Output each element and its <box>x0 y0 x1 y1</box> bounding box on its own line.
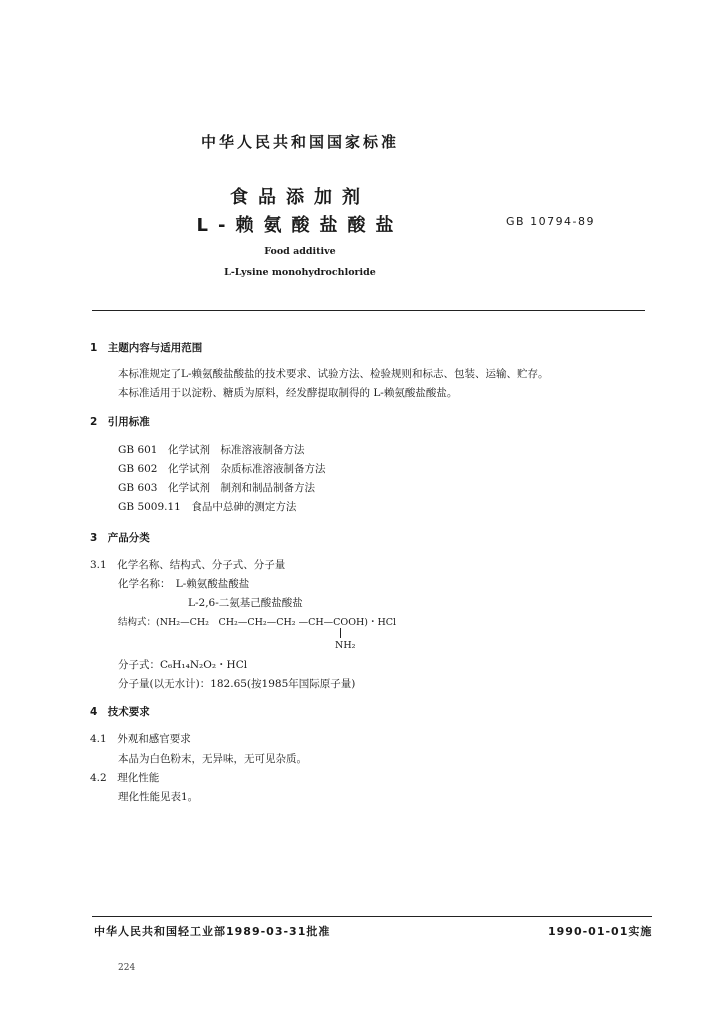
reference-item: GB 601 化学试剂 标准溶液制备方法 <box>118 444 305 456</box>
approval-line: 中华人民共和国轻工业部1989-03-31批准 <box>94 925 331 938</box>
section-1-heading: 1 主题内容与适用范围 <box>90 342 203 354</box>
header-divider <box>92 310 645 311</box>
formula-bond-line <box>340 628 341 638</box>
section-1-paragraph-1: 本标准规定了L-赖氨酸盐酸盐的技术要求、试验方法、检验规则和标志、包装、运输、贮存。 <box>118 368 549 380</box>
english-title-2: L-Lysine monohydrochloride <box>224 267 376 278</box>
section-1-paragraph-2: 本标准适用于以淀粉、糖质为原料，经发酵提取制得的 L-赖氨酸盐酸盐。 <box>118 387 458 399</box>
chemical-name-alt: L-2,6-二氨基己酸盐酸盐 <box>188 597 303 609</box>
page-number: 224 <box>118 963 136 973</box>
subsection-4-2-heading: 4.2 理化性能 <box>90 772 160 784</box>
footer-divider <box>92 916 652 917</box>
structural-formula: 结构式：(NH₂—CH₂ CH₂—CH₂—CH₂ —CH—COOH)・HCl <box>118 617 397 628</box>
subsection-4-1-heading: 4.1 外观和感官要求 <box>90 733 191 745</box>
national-standard-heading: 中华人民共和国国家标准 <box>200 133 399 151</box>
subsection-3-1-heading: 3.1 化学名称、结构式、分子式、分子量 <box>90 559 286 571</box>
title-line-2: L-赖氨酸盐酸盐 <box>196 215 404 236</box>
molecular-formula: 分子式：C₆H₁₄N₂O₂・HCl <box>118 659 248 671</box>
effective-date: 1990-01-01实施 <box>548 925 653 938</box>
title-line-1: 食品添加剂 <box>230 187 370 208</box>
standard-number: GB 10794-89 <box>506 215 596 228</box>
reference-item: GB 603 化学试剂 制剂和制品制备方法 <box>118 482 315 494</box>
reference-item: GB 602 化学试剂 杂质标准溶液制备方法 <box>118 463 326 475</box>
english-title-1: Food additive <box>264 246 336 257</box>
reference-item: GB 5009.11 食品中总砷的测定方法 <box>118 501 297 513</box>
section-2-heading: 2 引用标准 <box>90 416 150 428</box>
subsection-4-2-text: 理化性能见表1。 <box>118 791 199 803</box>
section-3-heading: 3 产品分类 <box>90 532 150 544</box>
subsection-4-1-text: 本品为白色粉末，无异味，无可见杂质。 <box>118 753 307 765</box>
section-4-heading: 4 技术要求 <box>90 706 150 718</box>
structural-formula-substituent: NH₂ <box>335 640 356 651</box>
chemical-name: 化学名称： L-赖氨酸盐酸盐 <box>118 578 250 590</box>
molecular-weight: 分子量(以无水计)：182.65(按1985年国际原子量) <box>118 678 356 690</box>
